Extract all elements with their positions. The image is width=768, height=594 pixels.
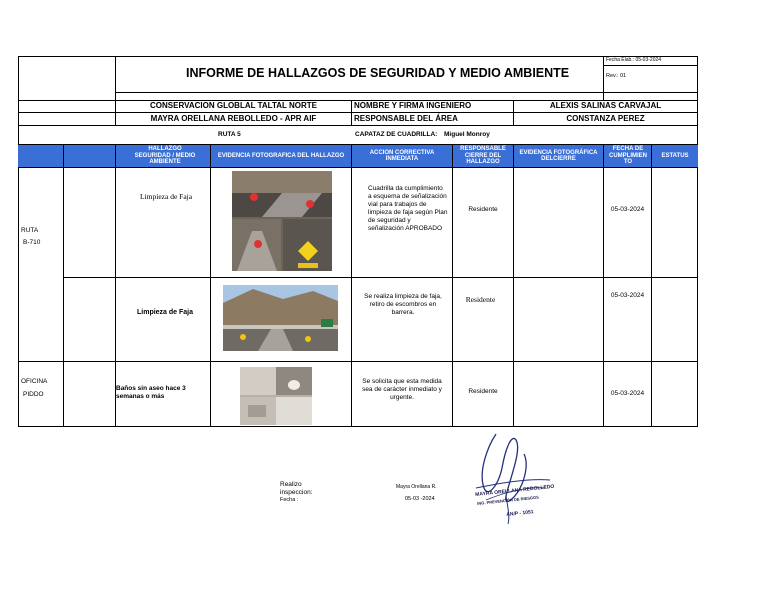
responsable-text: Residente <box>468 388 498 395</box>
stamp-line-3: AN/P - 1051 <box>506 509 534 518</box>
lugar-oficina: OFICINA <box>21 378 48 385</box>
col-estatus: ESTATUS <box>661 152 689 159</box>
ingeniero-name: ALEXIS SALINAS CARVAJAL <box>549 101 662 110</box>
accion-text: Se solicita que esta medida sea de carácter inmediato y urgente. <box>362 378 442 401</box>
stamp-line-2: ING. PREVENCIÓN DE RIESGOS <box>477 494 539 506</box>
fecha-label: Fecha : <box>280 497 299 503</box>
inspeccion-label: inspeccion: <box>280 489 313 496</box>
nombre-firma-label: NOMBRE Y FIRMA INGENIERO <box>354 101 472 110</box>
responsable-text: Residente <box>465 295 496 304</box>
lugar-ruta: RUTA <box>21 227 39 234</box>
capataz-label: CAPATAZ DE CUADRILLA: <box>355 131 438 138</box>
hallazgo-text: Baños sin aseo hace 3 semanas o más <box>116 385 186 400</box>
fecha-text: 05-03-2024 <box>610 206 645 213</box>
col-evidencia-cierre: EVIDENCIA FOTOGRÁFICA DELCIERRE <box>519 149 598 162</box>
accion-text: Se realiza limpieza de faja, retiro de escombros en barrera. <box>364 293 442 316</box>
signature-date: 05-03 -2024 <box>405 496 435 502</box>
col-hallazgo: HALLAZGO SEGURIDAD / MEDIO AMBIENTE <box>134 146 196 166</box>
responsable-area-label: RESPONSABLE DEL ÁREA <box>354 114 458 123</box>
col-accion: ACCION CORRECTIVA INMEDIATA <box>369 149 435 162</box>
capataz-name: Miguel Monroy <box>444 131 490 138</box>
fecha-text: 05-03-2024 <box>610 292 645 299</box>
apr-name: MAYRA ORELLANA REBOLLEDO - APR AIF <box>150 114 317 123</box>
realizo-label: Realizo <box>280 481 302 488</box>
evidence-photo-collage <box>232 171 332 271</box>
stamp-line-1: MAYRA ORELLANA REBOLLEDO <box>475 483 555 498</box>
lugar-oficina-id: PIDDO <box>23 391 44 398</box>
signer-name: Mayra Orellana R. <box>396 484 437 490</box>
fecha-elab: Fecha Elab.: 05-03-2024 <box>606 57 662 63</box>
accion-text: Cuadrilla da cumplimiento a esquema de señalización vial para trabajos de limpieza de faja según Plan de seguridad y señalización APROBADO <box>368 185 448 232</box>
responsable-area-name: CONSTANZA PEREZ <box>566 114 645 123</box>
col-evidencia: EVIDENCIA FOTOGRAFICA DEL HALLAZGO <box>217 152 345 159</box>
report-title: INFORME DE HALLAZGOS DE SEGURIDAD Y MEDIO AMBIENTE <box>186 66 570 80</box>
fecha-text: 05-03-2024 <box>610 390 645 397</box>
evidence-photo <box>240 367 312 425</box>
ruta-label: RUTA 5 <box>218 131 241 138</box>
revision: Rev.: 01 <box>606 73 627 79</box>
col-responsable: RESPONSABLE CIERRE DEL HALLAZGO <box>460 146 506 166</box>
hallazgo-text: Limpieza de Faja <box>137 309 194 316</box>
responsable-text: Residente <box>468 206 498 213</box>
col-fecha: FECHA DE CUMPLIMIEN TO <box>609 146 647 166</box>
hallazgo-text: Limpieza de Faja <box>140 192 193 201</box>
empresa: CONSERVACION GLOBLAL TALTAL NORTE <box>150 101 317 110</box>
lugar-ruta-id: B-710 <box>23 239 41 246</box>
evidence-photo <box>223 285 338 351</box>
